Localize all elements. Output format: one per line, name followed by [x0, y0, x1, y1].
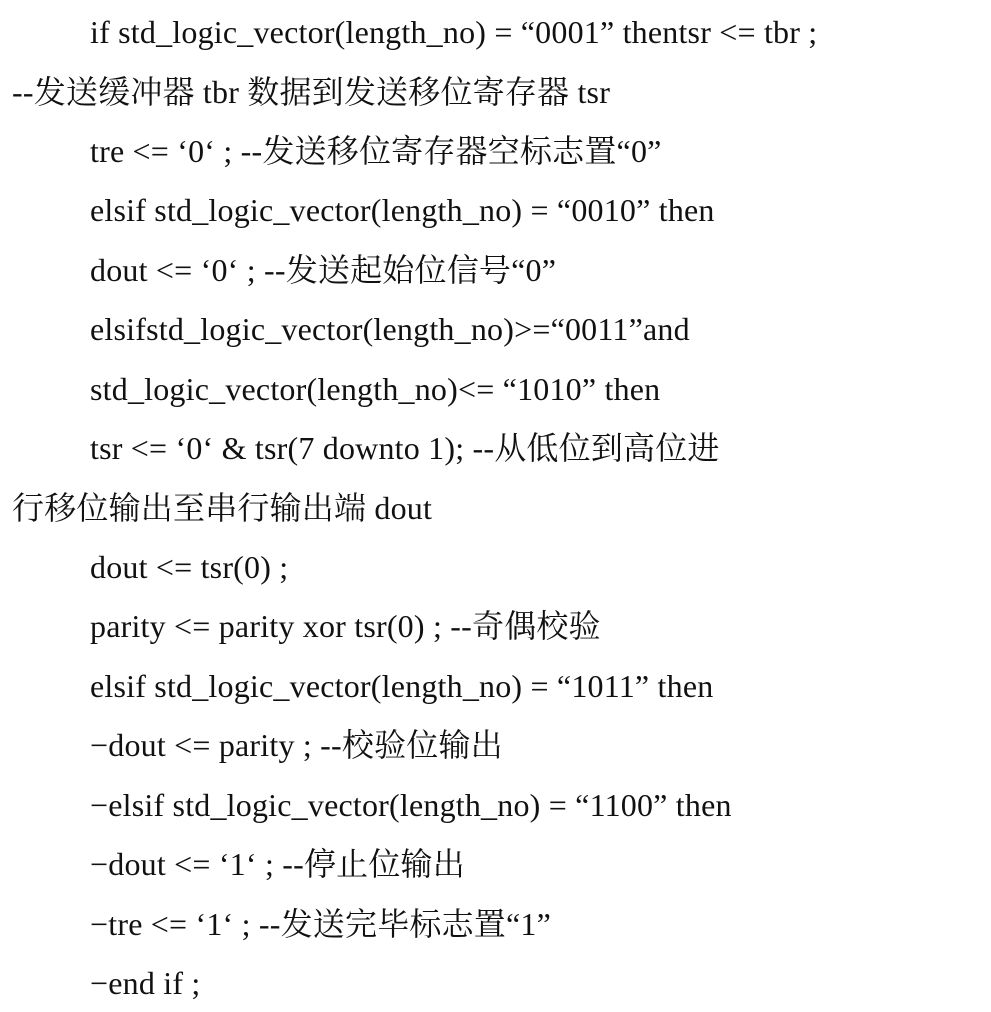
code-line-5: dout <= ‘0‘ ; --发送起始位信号“0” — [90, 252, 557, 288]
code-line-17: −end if ; — [90, 965, 201, 1001]
code-line-3: tre <= ‘0‘ ; --发送移位寄存器空标志置“0” — [90, 133, 662, 169]
code-line-4: elsif std_logic_vector(length_no) = “0010” then — [90, 192, 715, 228]
code-line-8: tsr <= ‘0‘ & tsr(7 downto 1); --从低位到高位进 — [90, 430, 720, 466]
code-line-9: 行移位输出至串行输出端 dout — [12, 490, 433, 526]
code-line-11: parity <= parity xor tsr(0) ; --奇偶校验 — [90, 608, 601, 644]
code-line-1: if std_logic_vector(length_no) = “0001” thentsr <= tbr ; — [90, 14, 818, 50]
code-line-6: elsifstd_logic_vector(length_no)>=“0011”and — [90, 311, 690, 347]
code-line-10: dout <= tsr(0) ; — [90, 549, 289, 585]
code-line-15: −dout <= ‘1‘ ; --停止位输出 — [90, 846, 465, 882]
code-line-2: --发送缓冲器 tbr 数据到发送移位寄存器 tsr — [12, 74, 611, 110]
code-line-13: −dout <= parity ; --校验位输出 — [90, 727, 503, 763]
code-line-7: std_logic_vector(length_no)<= “1010” then — [90, 371, 661, 407]
code-line-14: −elsif std_logic_vector(length_no) = “1100” then — [90, 787, 732, 823]
code-line-16: −tre <= ‘1‘ ; --发送完毕标志置“1” — [90, 906, 552, 942]
code-line-12: elsif std_logic_vector(length_no) = “1011” then — [90, 668, 714, 704]
